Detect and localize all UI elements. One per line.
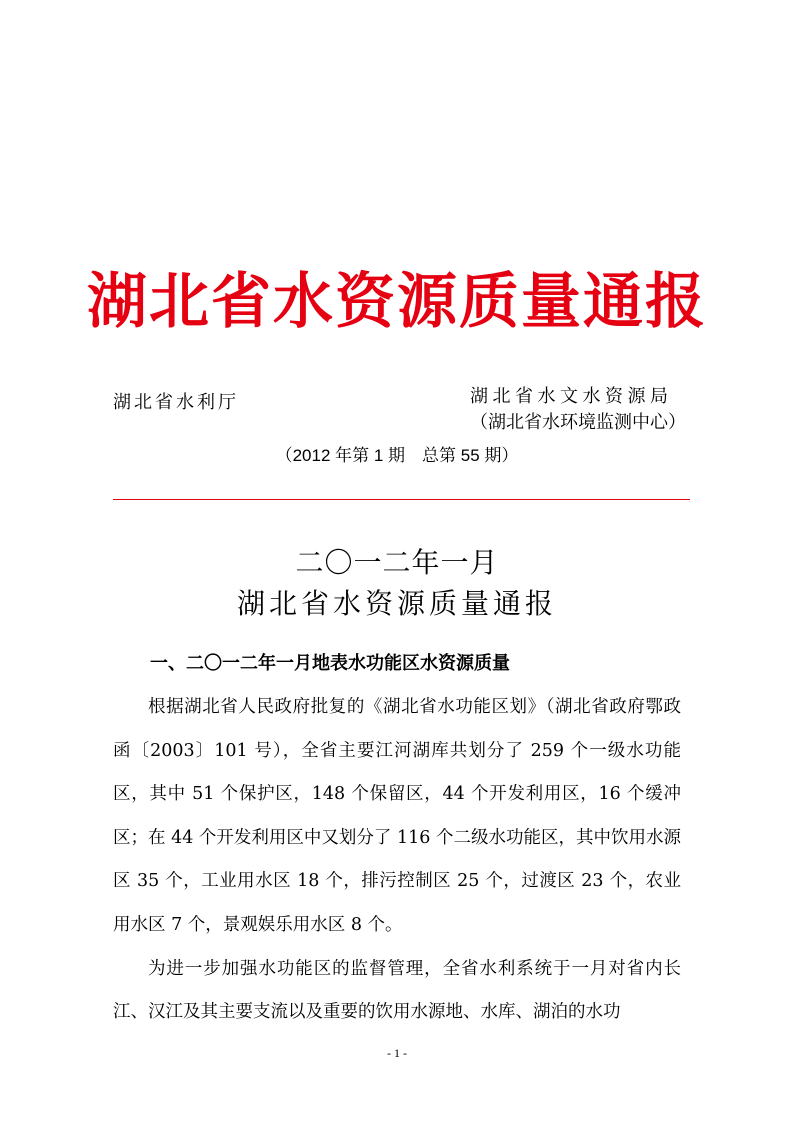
date-title: 二〇一二年一月 [295, 546, 499, 579]
masthead-title: 湖北省水资源质量通报 [87, 267, 707, 337]
paragraph: 为进一步加强水功能区的监督管理，全省水利系统于一月对省内长江、汉江及其主要支流以及重要的饮用水源地、水库、湖泊的水功 [113, 958, 681, 1023]
issuer-right [470, 384, 700, 436]
issuer-right-name: 湖北省水文水资源局 [470, 386, 673, 407]
paragraph: 根据湖北省人民政府批复的《湖北省水功能区划》（湖北省政府鄂政函〔2003〕101 号），全省主要江河湖库共划分了 259 个一级水功能区，其中 51 个保护区，148 个保留区，44 个开发利用区，16 个缓冲区；在 44 个开发利用区中又划分了 116 个二级水功能区，其中饮用水源区 35 个，工业用水区 18 个，排污控制区 25 个，过渡区 23 个，农业用水区 7 个，景观娱乐用水区 8 个。 [113, 697, 681, 935]
issue-number: （2012 年第 1 期 总第 55 期） [275, 446, 519, 465]
red-divider [113, 499, 690, 500]
issuer-right-subname: （湖北省水环境监测中心） [470, 412, 686, 433]
section-heading: 一、二〇一二年一月地表水功能区水资源质量 [150, 653, 510, 674]
page-number: - 1 - [387, 1046, 407, 1060]
issuer-left: 湖北省水利厅 [113, 392, 239, 413]
body-text [113, 686, 681, 1035]
document-title: 湖北省水资源质量通报 [236, 587, 557, 620]
